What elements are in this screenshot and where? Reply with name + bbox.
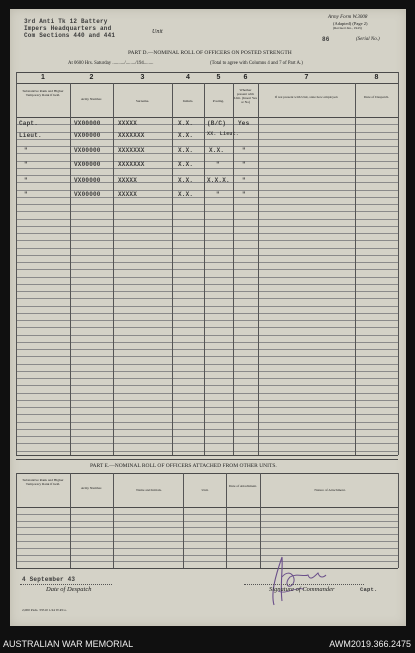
ruled-line: [16, 527, 398, 528]
ruled-line: [16, 291, 398, 292]
ruled-line: [16, 240, 398, 241]
col-number-1: 1: [41, 74, 45, 81]
ruled-line: [16, 414, 398, 415]
ruled-line: [16, 313, 398, 314]
despatch-date-line: [20, 584, 112, 585]
cell-army-number: VX00000: [74, 177, 101, 184]
commander-signature: [260, 547, 330, 611]
number-row-rule: [16, 83, 398, 84]
ruled-line: [16, 255, 398, 256]
ruled-line: [16, 211, 398, 212]
cell-rank: ": [24, 161, 28, 168]
ruled-line: [16, 451, 398, 452]
cell-posting: X.X.: [209, 147, 225, 154]
table-top-rule: [16, 72, 398, 73]
ruled-line: [16, 298, 398, 299]
cell-posting: ": [216, 161, 220, 168]
ruled-line: [16, 429, 398, 430]
ruled-line: [16, 277, 398, 278]
cell-surname: XXXXX: [118, 177, 138, 184]
col-header-rank: Substantive Rank and Higher Temporary Rank if held.: [22, 89, 64, 97]
ruled-line: [16, 561, 398, 562]
form-adapted: (Adapted) (Page 2): [333, 21, 368, 26]
ruled-line: [16, 327, 398, 328]
col-number-2: 2: [89, 74, 94, 81]
cell-posting: X.X.X.: [207, 177, 230, 184]
cell-initials: X.X.: [178, 132, 194, 139]
part-e-header-date: Date of Attachment.: [228, 484, 258, 488]
ruled-line: [16, 364, 398, 365]
col-header-posting: Posting.: [212, 99, 225, 103]
ruled-line: [16, 306, 398, 307]
part-d-title: PART D.—NOMINAL ROLL OF OFFICERS ON POSTED STRENGTH: [128, 50, 292, 56]
col-divider: [70, 83, 71, 455]
col-header-how-employed: If not present with Unit, state how employed.: [274, 95, 339, 99]
cell-posting: ": [216, 191, 220, 198]
cell-rank: ": [24, 177, 28, 184]
commander-rank: Capt.: [360, 586, 378, 593]
cell-posting: XX. Lieut.: [207, 131, 240, 137]
cell-army-number: VX00000: [74, 191, 101, 198]
cell-initials: X.X.: [178, 191, 194, 198]
part-d-total-line: (Total to agree with Columns 4 and 7 of Part A.): [210, 61, 303, 66]
col-divider: [355, 83, 356, 455]
col-number-5: 5: [216, 74, 221, 81]
unit-line-1: 3rd Anti Tk 12 Battery: [24, 18, 108, 25]
part-e-header-unit: Unit.: [201, 488, 209, 492]
col-divider: [16, 473, 17, 568]
ruled-line: [16, 514, 398, 515]
ruled-line: [16, 521, 398, 522]
cell-surname: XXXXX: [118, 191, 138, 198]
ruled-line: [16, 226, 398, 227]
col-divider: [16, 72, 17, 455]
cell-initials: X.X.: [178, 177, 194, 184]
ruled-line: [16, 422, 398, 423]
unit-label: Unit: [152, 29, 163, 35]
ruled-line: [16, 335, 398, 336]
cell-surname: XXXXXXX: [118, 161, 145, 168]
cell-rank: Lieut.: [19, 132, 42, 139]
ruled-line: [16, 233, 398, 234]
ruled-line: [16, 443, 398, 444]
part-e-header-bottom-rule: [16, 507, 398, 508]
cell-present: ": [242, 161, 246, 168]
col-divider: [113, 83, 114, 455]
ruled-line: [16, 534, 398, 535]
cell-surname: XXXXXXX: [118, 147, 145, 154]
serial-value: 86: [322, 36, 330, 43]
col-number-8: 8: [374, 74, 379, 81]
col-header-surname: Surname.: [135, 99, 150, 103]
cell-present: ": [242, 177, 246, 184]
ruled-line: [16, 385, 398, 386]
table-bottom-rule: [16, 455, 398, 456]
form-title: Army Form W.3008: [328, 15, 368, 20]
cell-present: ": [242, 191, 246, 198]
part-e-header-nature: Nature of Attachment.: [314, 488, 346, 492]
ruled-line: [16, 269, 398, 270]
commander-label: Signature of Commander: [269, 586, 335, 593]
col-divider: [258, 83, 259, 455]
part-e-header-top-rule: [16, 473, 398, 474]
ruled-line: [16, 349, 398, 350]
cell-surname: XXXXX: [118, 120, 138, 127]
col-divider: [398, 473, 399, 568]
serial-label: (Serial No.): [356, 37, 380, 42]
cell-army-number: VX00000: [74, 132, 101, 139]
cell-present: ": [242, 147, 246, 154]
col-number-4: 4: [186, 74, 190, 81]
ruled-line: [16, 371, 398, 372]
unit-line-3: Com Sections 440 and 441: [24, 32, 116, 39]
col-divider: [113, 473, 114, 568]
ruled-line: [16, 393, 398, 394]
cell-army-number: VX00000: [74, 161, 101, 168]
caption-bar: [0, 637, 415, 653]
part-e-top-rule: [16, 459, 398, 460]
cell-rank: ": [24, 147, 28, 154]
ruled-line: [16, 356, 398, 357]
cell-initials: X.X.: [178, 147, 194, 154]
part-e-header-army-number: Army Number.: [80, 486, 103, 490]
ruled-line: [16, 548, 398, 549]
col-number-6: 6: [243, 74, 248, 81]
ruled-line: [16, 407, 398, 408]
col-number-3: 3: [140, 74, 145, 81]
col-divider: [226, 473, 227, 568]
ruled-line: [16, 284, 398, 285]
form-revised: (Revised Jan., 1943): [333, 26, 362, 30]
despatch-date-value: 4 September 43: [22, 576, 76, 583]
col-header-initials: Initials.: [182, 99, 194, 103]
commander-signature-line: [244, 584, 364, 585]
ruled-line: [16, 541, 398, 542]
cell-army-number: VX00000: [74, 147, 101, 154]
ruled-line: [16, 436, 398, 437]
cell-rank: Capt.: [19, 120, 39, 127]
ruled-line: [16, 248, 398, 249]
col-number-7: 7: [304, 74, 309, 81]
cell-rank: ": [24, 191, 28, 198]
col-divider: [204, 83, 205, 455]
col-header-despatch: Date of Despatch.: [363, 95, 390, 99]
cell-present: Yes: [238, 120, 250, 127]
part-e-header-rank: Substantive Rank and Higher Temporary Rank if held.: [22, 478, 64, 486]
ruled-line: [16, 400, 398, 401]
header-bottom-rule: [16, 117, 398, 118]
col-divider: [233, 83, 234, 455]
col-header-army-number: Army Number.: [80, 97, 103, 101]
printer-note: 2,000 Pads. 33510 1/44 W.P.Co.: [22, 608, 68, 612]
unit-line-2: Impers Headquarters and: [24, 25, 112, 32]
part-d-time-line: At 0600 Hrs. Saturday ........../......../194........: [68, 61, 154, 66]
col-divider: [183, 473, 184, 568]
col-divider: [70, 473, 71, 568]
cell-posting: (B/C): [207, 120, 227, 127]
col-divider: [172, 83, 173, 455]
caption-left: AUSTRALIAN WAR MEMORIAL: [3, 639, 134, 649]
part-e-bottom-rule: [16, 568, 398, 569]
ruled-line: [16, 555, 398, 556]
col-header-present: Whether present with Unit. (Insert Yes or No): [234, 88, 257, 104]
ruled-line: [16, 204, 398, 205]
document-sheet: [10, 9, 406, 626]
ruled-line: [16, 342, 398, 343]
ruled-line: [16, 219, 398, 220]
cell-initials: X.X.: [178, 161, 194, 168]
ruled-line: [16, 262, 398, 263]
ruled-line: [16, 320, 398, 321]
part-e-title: PART E.—NOMINAL ROLL OF OFFICERS ATTACHED FROM OTHER UNITS.: [90, 463, 277, 469]
ruled-line: [16, 175, 398, 176]
despatch-label: Date of Despatch: [46, 586, 92, 593]
cell-army-number: VX00000: [74, 120, 101, 127]
col-divider: [398, 72, 399, 455]
part-e-header-name: Name and Initials.: [136, 488, 162, 492]
caption-right: AWM2019.366.2475: [329, 639, 411, 649]
cell-initials: X.X.: [178, 120, 194, 127]
ruled-line: [16, 378, 398, 379]
cell-surname: XXXXXXX: [118, 132, 145, 139]
